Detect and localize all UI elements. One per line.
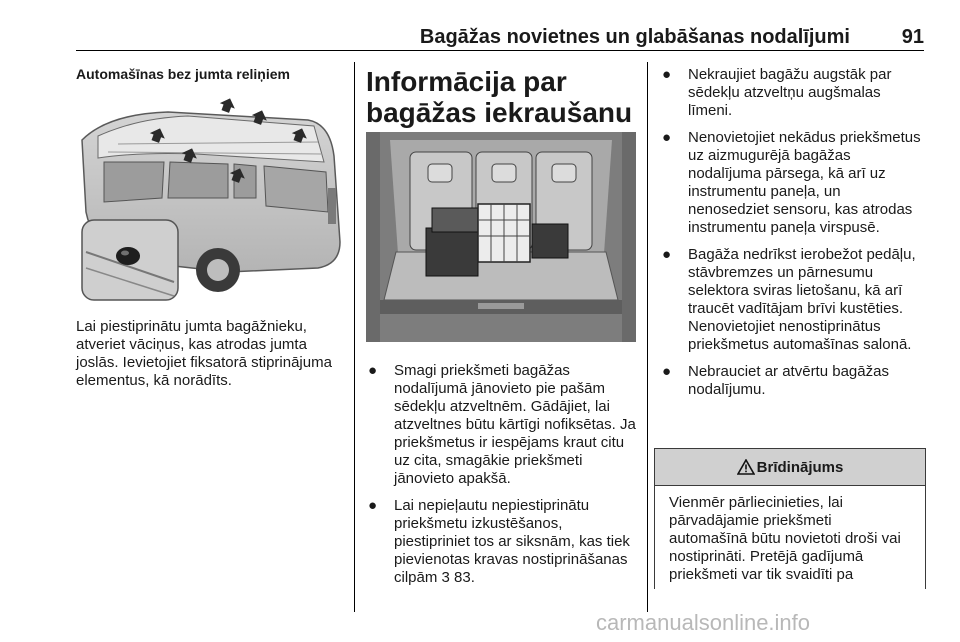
bullet-icon: ● [368, 497, 378, 514]
column-divider-1 [354, 62, 355, 612]
roof-rack-instructions: Lai piestiprinātu jumta bagāžnieku, atveriet vāciņus, kas atrodas jumta joslās. Ievietojiet fiksatorā stiprinājuma elementus, kā norādīts. [76, 318, 332, 389]
roof-rails-subheading: Automašīnas bez jumta reliņiem [76, 66, 290, 82]
warning-text: Vienmēr pārliecinieties, lai pārvadājamie priekšmeti automašīnā būtu novietoti droši vai nostiprināti. Pretējā gadījumā priekšmeti var tik svaidīti pa [669, 494, 901, 583]
list-item-text: Nebrauciet ar atvērtu bagāžas nodalījumu. [688, 363, 889, 398]
list-item [660, 66, 924, 120]
bullet-icon: ● [662, 66, 672, 83]
running-header-title: Bagāžas novietnes un glabāšanas nodalījumi [419, 26, 850, 48]
bullet-icon: ● [662, 246, 672, 263]
list-item [660, 246, 924, 354]
loading-advice-list [366, 362, 636, 596]
warning-heading: Brīdinājums [756, 458, 844, 476]
list-item [660, 129, 924, 237]
header-rule [76, 50, 924, 51]
cargo-area-illustration [366, 132, 636, 342]
list-item [366, 362, 636, 488]
list-item [366, 497, 636, 587]
warning-triangle-icon [737, 459, 755, 475]
loading-rules-list [660, 66, 924, 408]
list-item [660, 363, 924, 399]
bullet-icon: ● [368, 362, 378, 379]
roof-rack-illustration [78, 92, 346, 308]
list-item-text: Nenovietojiet nekādus priekšmetus uz aizmugurējā bagāžas nodalījuma pārsega, kā arī uz instrumentu paneļa, un nenosedziet sensoru, kas atrodas instrumentu paneļa virspusē. [688, 129, 921, 236]
page-number: 91 [901, 26, 924, 48]
list-item-text: Nekraujiet bagāžu augstāk par sēdekļu atzveltņu augšmalas līmeni. [688, 66, 892, 119]
list-item-text: Smagi priekšmeti bagāžas nodalījumā jānovieto pie pašām sēdekļu atzveltnēm. Gādājiet, lai atzveltnes būtu kārtīgi nofiksētas. Ja priekšmetus ir iespējams kraut citu uz cita, smagākie priekšmeti jānovieto apakšā. [394, 362, 636, 487]
list-item-text: Bagāža nedrīkst ierobežot pedāļu, stāvbremzes un pārnesumu selektora sviras lietošanu, kā arī traucēt vadītājam brīvi kustēties. Nenovietojiet nenostiprinātus priekšmetus automašīnas salonā. [688, 246, 916, 353]
watermark: carmanualsonline.info [596, 610, 811, 635]
bullet-icon: ● [662, 129, 672, 146]
column-divider-2 [647, 62, 648, 612]
list-item-text: Lai nepieļautu nepiestiprinātu priekšmetu izkustēšanos, piestipriniet tos ar siksnām, kas tiek pievienotas kravas nostiprināšanas cilpām 3 83. [394, 497, 630, 586]
warning-header [655, 449, 925, 486]
warning-box [654, 448, 926, 589]
bullet-icon: ● [662, 363, 672, 380]
section-title: Informācija par bagāžas iekraušanu [366, 66, 633, 128]
